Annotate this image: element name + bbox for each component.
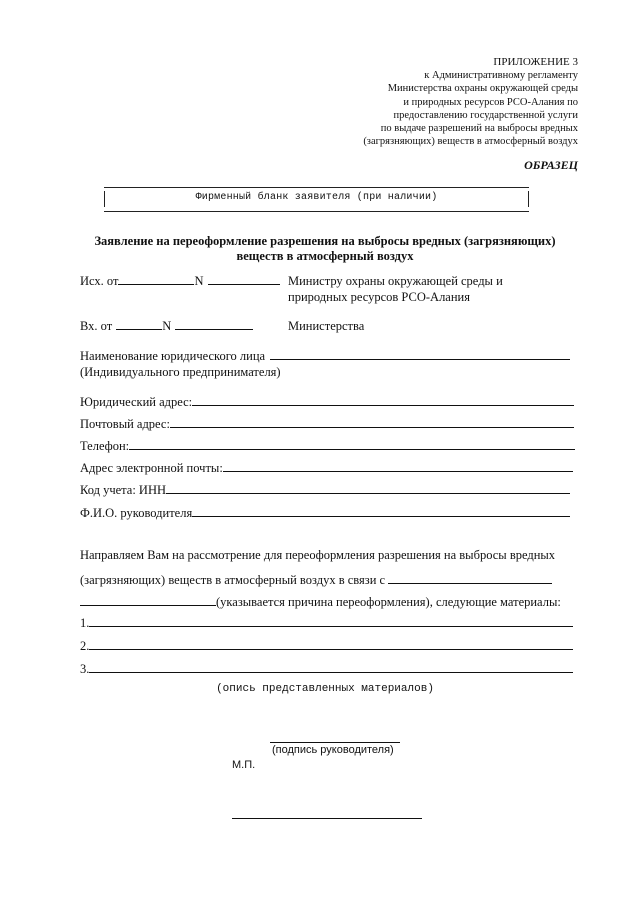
body-line-3: (указывается причина переоформления), следующие материалы: <box>216 595 561 609</box>
phone-field[interactable] <box>129 438 575 450</box>
incoming-row <box>80 318 253 334</box>
title-line-2: веществ в атмосферный воздух <box>236 249 414 263</box>
email-row <box>80 460 573 476</box>
inn-row <box>80 482 570 498</box>
addressee-line-1: Министру охраны окружающей среды и <box>288 274 503 288</box>
appendix-title: ПРИЛОЖЕНИЕ 3 <box>493 56 578 68</box>
body-line-3-row <box>80 594 561 610</box>
sample-label: ОБРАЗЕЦ <box>524 158 578 172</box>
head-name-row <box>80 505 570 521</box>
material-item-2 <box>80 638 573 654</box>
postal-address-field[interactable] <box>170 416 574 428</box>
inn-field[interactable] <box>166 482 570 494</box>
addressee-line-2: природных ресурсов РСО-Алания <box>288 290 470 304</box>
outgoing-number-label: N <box>194 274 204 288</box>
head-name-field[interactable] <box>192 505 570 517</box>
head-name-label: Ф.И.О. руководителя <box>80 506 193 520</box>
material-item-number: 2. <box>80 639 90 653</box>
phone-label: Телефон: <box>80 439 130 453</box>
legal-name-row <box>80 348 570 364</box>
body-line-1: Направляем Вам на рассмотрение для переоформления разрешения на выбросы вредных <box>80 548 556 562</box>
legal-name-label: Наименование юридического лица <box>80 349 266 363</box>
outgoing-label: Исх. от <box>80 274 119 288</box>
document-title <box>80 234 570 264</box>
legal-address-row <box>80 394 574 410</box>
body-line-2-row <box>80 572 552 588</box>
title-line-1: Заявление на переоформление разрешения на выбросы вредных (загрязняющих) <box>94 234 556 248</box>
appendix-line: предоставлению государственной услуги <box>393 109 578 121</box>
legal-address-label: Юридический адрес: <box>80 395 193 409</box>
materials-caption: (опись представленных материалов) <box>216 683 434 695</box>
appendix-line: и природных ресурсов РСО-Алания по <box>403 96 578 108</box>
legal-name-field[interactable] <box>270 348 570 360</box>
stamp-label: М.П. <box>232 759 256 771</box>
signature-caption: (подпись руководителя) <box>272 744 394 756</box>
outgoing-date-field[interactable] <box>118 273 194 285</box>
material-item-field[interactable] <box>89 615 573 627</box>
reason-continuation-field[interactable] <box>80 594 216 606</box>
incoming-number-field[interactable] <box>175 318 253 330</box>
material-item-field[interactable] <box>89 638 573 650</box>
body-line-2: (загрязняющих) веществ в атмосферный воздух в связи с <box>80 573 386 587</box>
material-item-3 <box>80 661 573 677</box>
outgoing-number-field[interactable] <box>208 273 280 285</box>
appendix-line: (загрязняющих) веществ в атмосферный воздух <box>363 136 578 148</box>
postal-address-row <box>80 416 574 432</box>
material-item-field[interactable] <box>89 661 573 673</box>
material-item-1 <box>80 615 573 631</box>
material-item-number: 1. <box>80 616 90 630</box>
inn-label: Код учета: ИНН <box>80 483 167 497</box>
ministry-label: Министерства <box>288 319 365 333</box>
signature-line[interactable] <box>270 742 400 743</box>
material-item-number: 3. <box>80 662 90 676</box>
legal-address-field[interactable] <box>192 394 574 406</box>
appendix-block <box>318 56 578 148</box>
addressee <box>288 273 503 305</box>
appendix-line: к Административному регламенту <box>424 70 578 82</box>
incoming-number-label: N <box>162 319 172 333</box>
letterhead-frame <box>104 187 529 212</box>
incoming-date-field[interactable] <box>116 318 162 330</box>
bottom-signature-line[interactable] <box>232 818 422 819</box>
letterhead-placeholder: Фирменный бланк заявителя (при наличии) <box>195 192 438 203</box>
email-field[interactable] <box>223 460 573 472</box>
phone-row <box>80 438 575 454</box>
email-label: Адрес электронной почты: <box>80 461 223 475</box>
outgoing-row <box>80 273 280 289</box>
appendix-line: Министерства охраны окружающей среды <box>387 83 578 95</box>
appendix-line: по выдаче разрешений на выбросы вредных <box>380 123 578 135</box>
incoming-label: Вх. от <box>80 319 113 333</box>
entrepreneur-label: (Индивидуального предпринимателя) <box>80 365 281 379</box>
postal-address-label: Почтовый адрес: <box>80 417 170 431</box>
reason-field[interactable] <box>388 572 552 584</box>
